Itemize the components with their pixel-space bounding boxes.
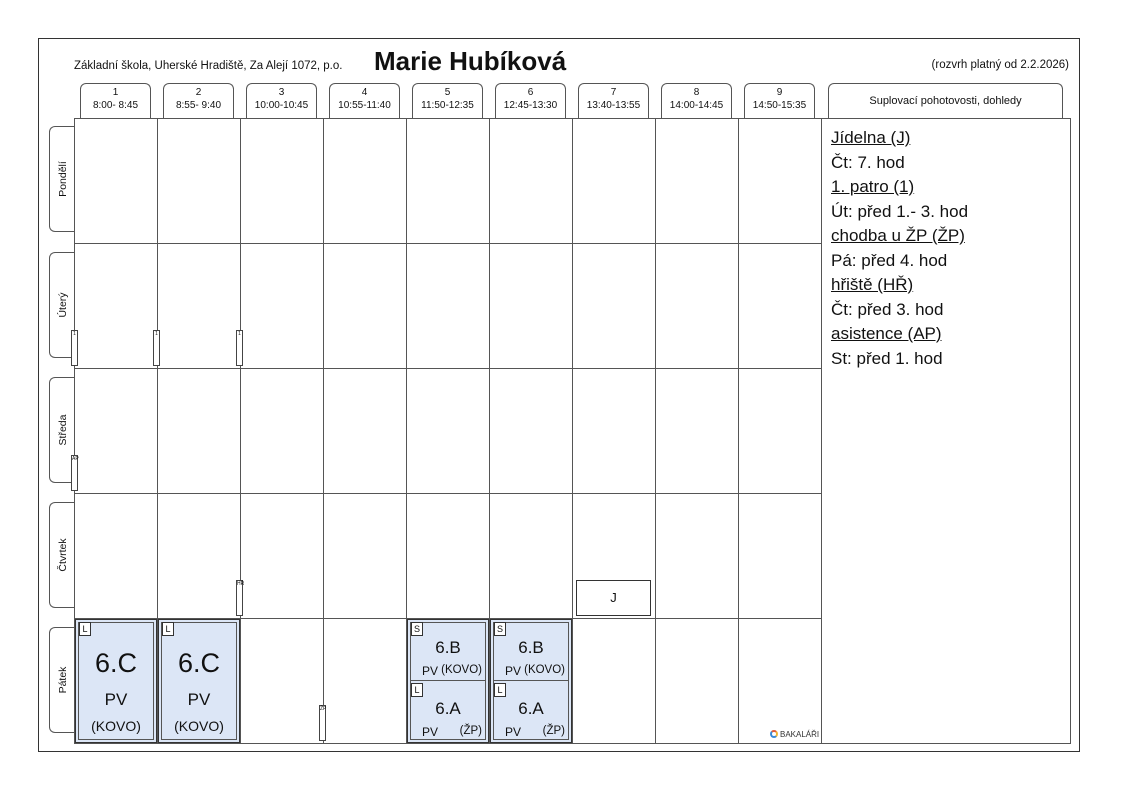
lesson-class: 6.A xyxy=(435,699,461,718)
period-header-5: 5 11:50-12:35 xyxy=(412,83,483,118)
lesson-subject: PV xyxy=(505,725,522,739)
supervision-location: chodba u ŽP (ŽP) xyxy=(831,226,965,245)
period-header-3: 3 10:00-10:45 xyxy=(246,83,317,118)
period-header-2: 2 8:55- 9:40 xyxy=(163,83,234,118)
lesson-subject: PV xyxy=(505,664,522,678)
lesson-group: (KOVO) xyxy=(174,718,224,734)
duty-box-canteen: J xyxy=(576,580,651,616)
duty-marker: 1 xyxy=(71,330,78,366)
supervision-list xyxy=(831,126,968,371)
duty-marker: ŽP xyxy=(319,705,326,741)
duty-marker: AP xyxy=(71,455,78,491)
grid-divider xyxy=(74,243,822,244)
lesson-subject: PV xyxy=(187,690,211,709)
period-header-9: 9 14:50-15:35 xyxy=(744,83,815,118)
supervision-location: asistence (AP) xyxy=(831,324,942,343)
supervision-time: Pá: před 4. hod xyxy=(831,250,948,270)
lesson-tag: L xyxy=(162,622,174,636)
lesson-cell[interactable] xyxy=(158,619,240,743)
lesson-group: (KOVO) xyxy=(441,664,482,676)
lesson-tag: L xyxy=(79,622,91,636)
supervision-time: St: před 1. hod xyxy=(831,348,943,368)
lesson-tag: S xyxy=(411,622,423,636)
lesson-group: (KOVO) xyxy=(524,664,565,676)
duty-marker: HŘ xyxy=(236,580,243,616)
day-header-monday: Pondělí xyxy=(49,126,75,232)
duty-marker: 1 xyxy=(236,330,243,366)
supervision-location: hřiště (HŘ) xyxy=(831,275,914,294)
period-header-4: 4 10:55-11:40 xyxy=(329,83,400,118)
grid-divider xyxy=(74,493,822,494)
grid-divider xyxy=(655,118,656,744)
lesson-group: (ŽP) xyxy=(459,725,482,737)
lesson-class: 6.A xyxy=(518,699,544,718)
lesson-subject: PV xyxy=(422,725,439,739)
period-header-7: 7 13:40-13:55 xyxy=(578,83,649,118)
lesson-tag: S xyxy=(494,622,506,636)
lesson-class: 6.B xyxy=(518,638,544,657)
supervision-location: 1. patro (1) xyxy=(831,177,915,196)
lesson-cell[interactable] xyxy=(75,619,157,743)
period-header-8: 8 14:00-14:45 xyxy=(661,83,732,118)
lesson-tag: L xyxy=(494,683,506,697)
day-header-wednesday: Středa xyxy=(49,377,75,483)
day-header-friday: Pátek xyxy=(49,627,75,733)
supervision-time: Čt: před 3. hod xyxy=(831,299,944,319)
lesson-tag: L xyxy=(411,683,423,697)
lesson-subject: PV xyxy=(422,664,439,678)
period-header-1: 1 8:00- 8:45 xyxy=(80,83,151,118)
grid-divider xyxy=(738,118,739,744)
day-header-thursday: Čtvrtek xyxy=(49,502,75,608)
validity-note: (rozvrh platný od 2.2.2026) xyxy=(931,59,1069,71)
lesson-cell-split[interactable] xyxy=(407,619,489,743)
supervision-time: Út: před 1.- 3. hod xyxy=(831,201,969,221)
lesson-class: 6.B xyxy=(435,638,461,657)
grid-divider xyxy=(74,368,822,369)
supervision-time: Čt: 7. hod xyxy=(831,152,905,172)
lesson-group: (ŽP) xyxy=(542,725,565,737)
grid-divider xyxy=(572,118,573,744)
period-header-6: 6 12:45-13:30 xyxy=(495,83,566,118)
supervision-header: Suplovací pohotovosti, dohledy xyxy=(828,83,1063,118)
lesson-cell-split[interactable] xyxy=(490,619,572,743)
day-header-tuesday: Úterý xyxy=(49,252,75,358)
school-name: Základní škola, Uherské Hradiště, Za Alejí 1072, p.o. xyxy=(74,60,343,72)
bakalari-logo: BAKALÁŘI xyxy=(770,730,819,739)
lesson-class: 6.C xyxy=(177,648,221,678)
supervision-location: Jídelna (J) xyxy=(831,128,911,147)
lesson-class: 6.C xyxy=(94,648,138,678)
teacher-name: Marie Hubíková xyxy=(374,46,567,76)
duty-marker: 1 xyxy=(153,330,160,366)
logo-icon xyxy=(770,730,778,738)
lesson-subject: PV xyxy=(104,690,128,709)
lesson-group: (KOVO) xyxy=(91,718,141,734)
grid-divider xyxy=(323,118,324,744)
grid-divider xyxy=(240,118,241,744)
